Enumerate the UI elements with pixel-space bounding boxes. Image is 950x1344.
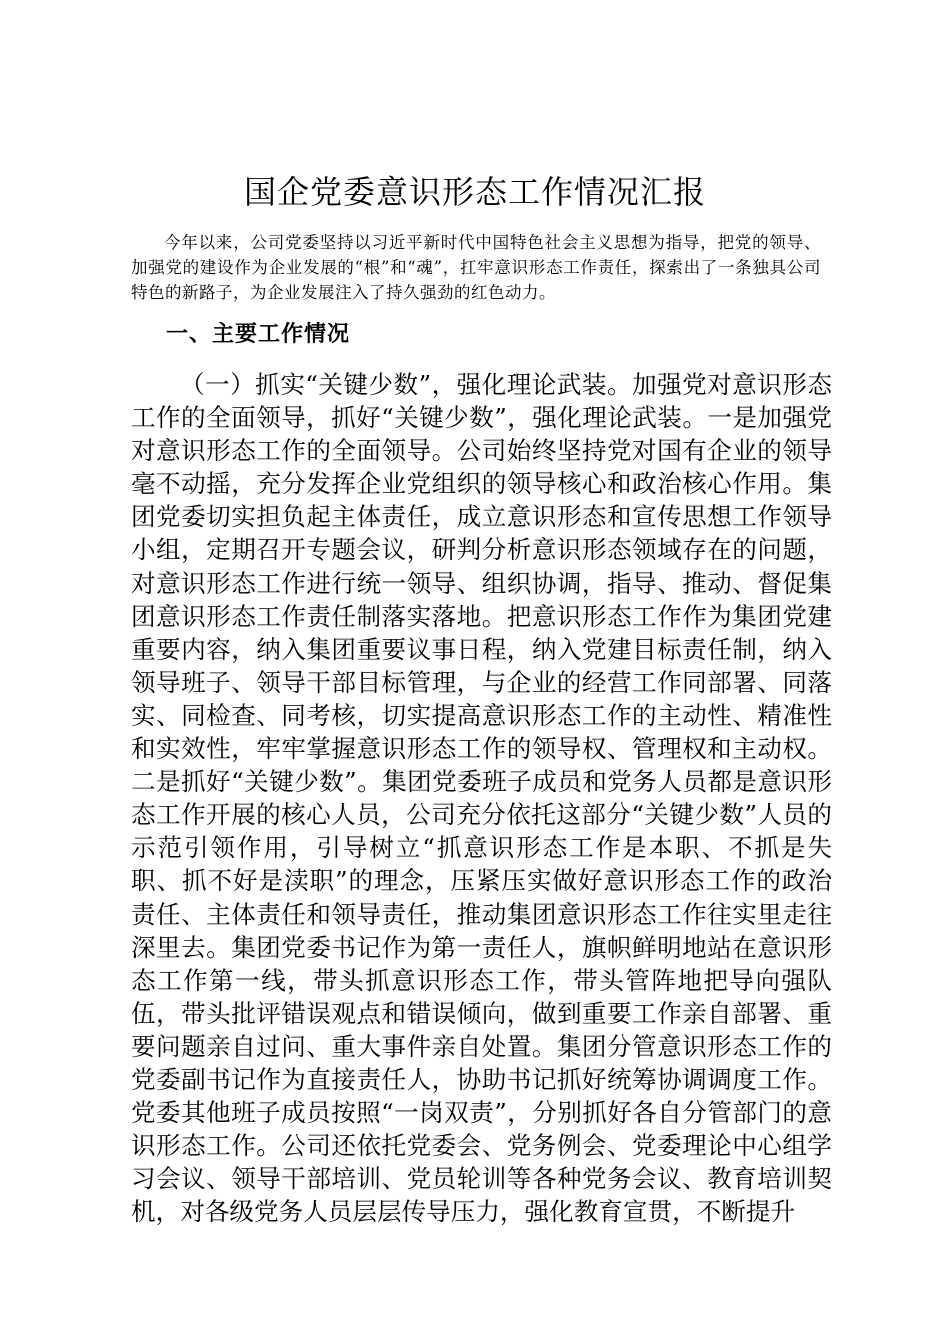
intro-paragraph: 今年以来，公司党委坚持以习近平新时代中国特色社会主义思想为指导，把党的领导、加强党的建设作为企业发展的“根”和“魂”，扛牢意识形态工作责任，探索出了一条独具公司特色的新路子，为企业发展注入了持久强劲的红色动力。	[131, 233, 821, 302]
body-paragraph: （一）抓实“关键少数”，强化理论武装。加强党对意识形态工作的全面领导，抓好“关键少数”，强化理论武装。一是加强党对意识形态工作的全面领导。公司始终坚持党对国有企业的领导毫不动摇，充分发挥企业党组织的领导核心和政治核心作用。集团党委切实担负起主体责任，成立意识形态和宣传思想工作领导小组，定期召开专题会议，研判分析意识形态领域存在的问题，对意识形态工作进行统一领导、组织协调，指导、推动、督促集团意识形态工作责任制落实落地。把意识形态工作作为集团党建重要内容，纳入集团重要议事日程，纳入党建目标责任制，纳入领导班子、领导干部目标管理，与企业的经营工作同部署、同落实、同检查、同考核，切实提高意识形态工作的主动性、精准性和实效性，牢牢掌握意识形态工作的领导权、管理权和主动权。二是抓好“关键少数”。集团党委班子成员和党务人员都是意识形态工作开展的核心人员，公司充分依托这部分“关键少数”人员的示范引领作用，引导树立“抓意识形态工作是本职、不抓是失职、抓不好是渎职”的理念，压紧压实做好意识形态工作的政治责任、主体责任和领导责任，推动集团意识形态工作往实里走往深里去。集团党委书记作为第一责任人，旗帜鲜明地站在意识形态工作第一线，带头抓意识形态工作，带头管阵地把导向强队伍，带头批评错误观点和错误倾向，做到重要工作亲自部署、重要问题亲自过问、重大事件亲自处置。集团分管意识形态工作的党委副书记作为直接责任人，协助书记抓好统筹协调调度工作。党委其他班子成员按照“一岗双责”，分别抓好各自分管部门的意识形态工作。公司还依托党委会、党务例会、党委理论中心组学习会议、领导干部培训、党员轮训等各种党务会议、教育培训契机，对各级党务人员层层传导压力，强化教育宣贯，不断提升	[131, 370, 832, 1227]
section-heading: 一、主要工作情况	[166, 322, 351, 347]
document-title: 国企党委意识形态工作情况汇报	[243, 173, 706, 211]
